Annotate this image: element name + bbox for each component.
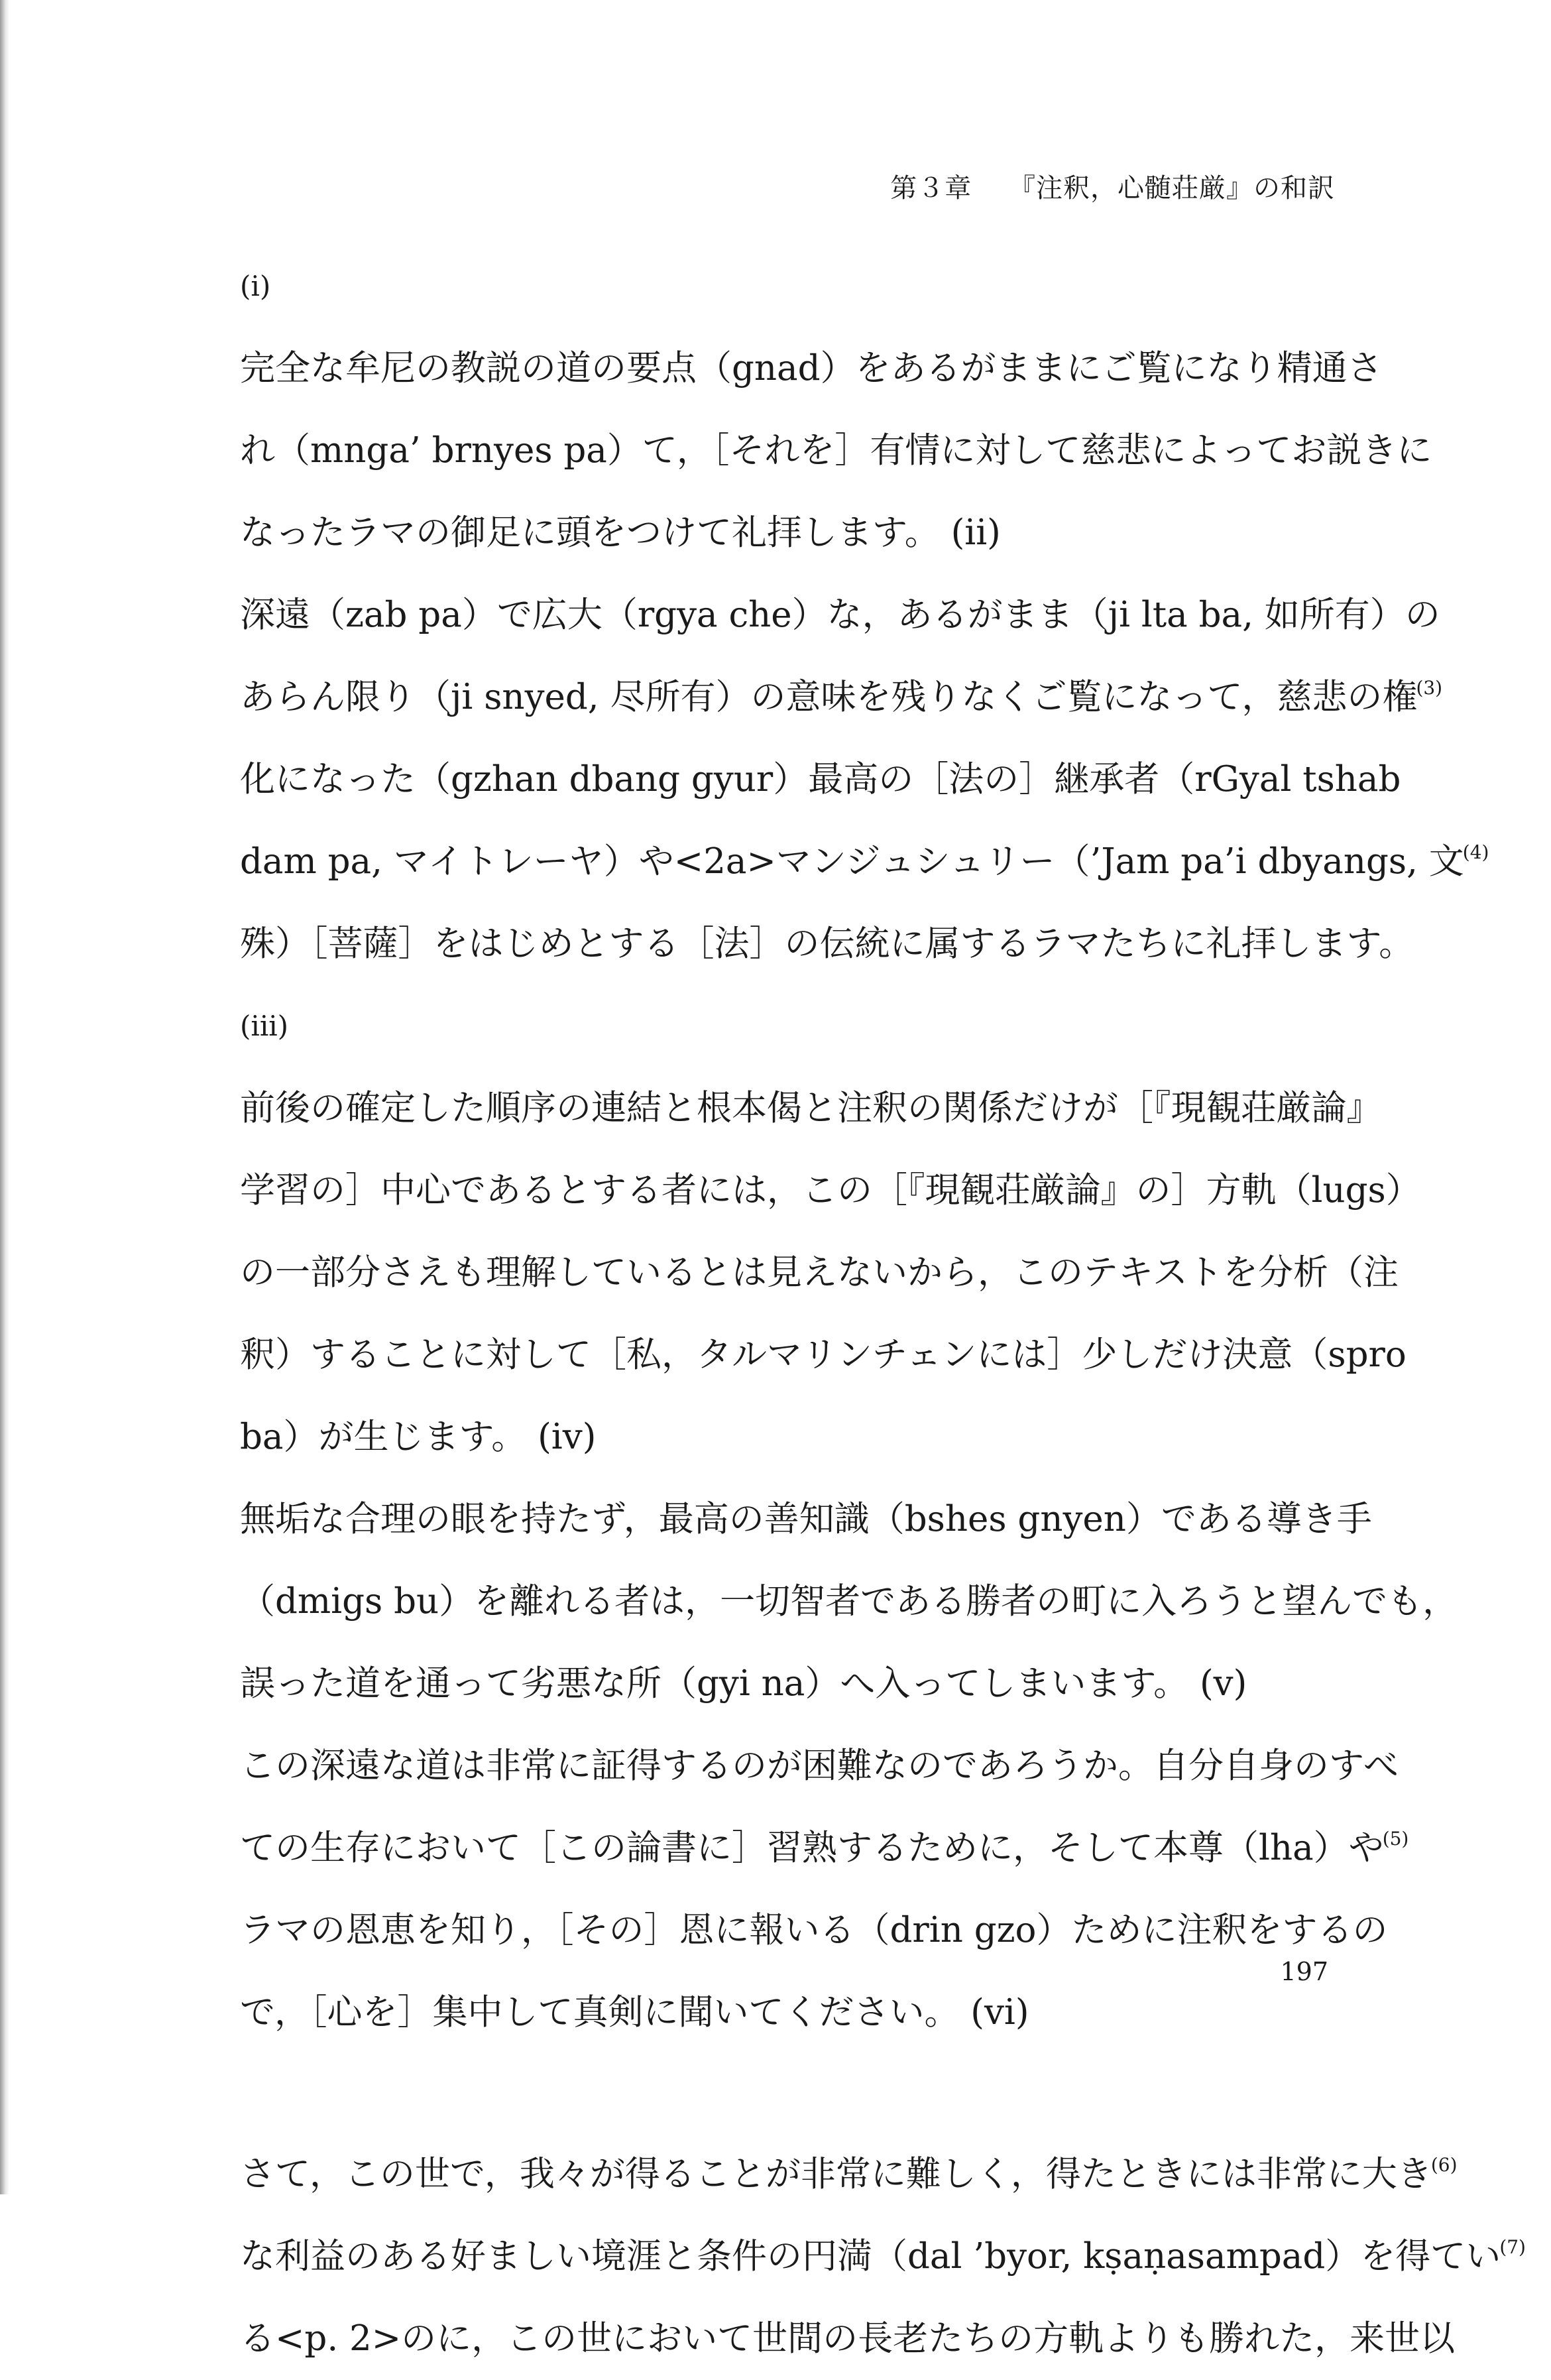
paragraph-gap [240,2054,1360,2133]
verse-marker [240,985,1360,1067]
footnote-marker: (4) [1462,841,1489,863]
line-text: 化になった（gzhan dbang gyur）最高の［法の］継承者（rGyal tshab [240,759,1401,800]
text-line [240,1232,1399,1314]
footnote-marker: (3) [1416,677,1443,699]
footnote-marker: (6) [1430,2154,1458,2176]
text-line [240,1889,1388,1972]
text-line [240,1643,1360,1725]
line-text: 完全な牟尼の教説の道の要点（gnad）をあるがままにご覧になり精通さ [240,348,1383,388]
line-text: （dmigs bu）を離れる者は，一切智者である勝者の町に入ろうと望んでも， [240,1581,1458,1622]
line-text: 誤った道を通って劣悪な所（gyi na）へ入ってしまいます。 (v) [240,1663,1247,1704]
line-text: 学習の］中心であるとする者には，この［『現観荘厳論』の］方軌（lugs） [240,1170,1421,1211]
line-text: 殊）［菩薩］をはじめとする［法］の伝統に属するラマたちに礼拝します。 [240,923,1414,964]
line-text: の一部分さえも理解しているとは見えないから，このテキストを分析（注 [240,1252,1399,1293]
footnote-marker: (5) [1382,1828,1409,1850]
text-line [240,2133,1458,2216]
text-line [240,739,1401,821]
text-line [240,821,1489,903]
text-line [240,1150,1421,1232]
line-text: (i) [240,270,271,302]
line-text: さて，この世で，我々が得ることが非常に難しく，得たときには非常に大き [240,2154,1432,2194]
text-line [240,327,1383,410]
text-line [240,1561,1458,1643]
line-text: あらん限り（ji snyed, 尽所有）の意味を残りなくご覧になって，慈悲の権 [240,677,1418,717]
line-text: な利益のある好ましい境涯と条件の円満（dal ’byor, kṣaṇasampad）を得てい [240,2236,1501,2277]
line-text: ての生存において［この論書に］習熟するために，そして本尊（lha）や [240,1828,1384,1868]
text-line [240,2216,1526,2298]
body-text [240,245,1526,2380]
line-text: ラマの恩恵を知り，［その］恩に報いる（drin gzo）ために注釈をするの [240,1910,1388,1950]
text-line [240,2298,1456,2380]
text-line [240,1314,1407,1396]
text-line [240,574,1440,656]
page-number: 197 [1280,1957,1328,1986]
footnote-marker: (7) [1499,2236,1526,2258]
line-text: なったラマの御足に頭をつけて礼拝します。 (ii) [240,512,1001,553]
line-text: で，［心を］集中して真剣に聞いてください。 (vi) [240,1992,1029,2033]
chapter-title: 『注釈，心髄荘厳』の和訳 [1009,173,1335,204]
line-text: る<p. 2>のに，この世において世間の長老たちの方軌よりも勝れた，来世以 [240,2318,1456,2359]
line-text: dam pa, マイトレーヤ）や<2a>マンジュシュリー（’Jam pa’i dbyangs, 文 [240,841,1464,882]
text-line [240,1396,1360,1478]
text-line [240,1478,1372,1561]
line-text: 釈）することに対して［私，タルマリンチェンには］少しだけ決意（spro [240,1335,1407,1375]
text-line [240,492,1360,574]
text-line [240,410,1432,492]
line-text: この深遠な道は非常に証得するのが困難なのであろうか。自分自身のすべ [240,1746,1399,1786]
chapter-label: 第３章 [890,173,972,204]
line-text: 無垢な合理の眼を持たず，最高の善知識（bshes gnyen）である導き手 [240,1499,1372,1539]
text-line [240,656,1443,739]
page-edge-shadow [0,0,9,2194]
running-header [890,167,1335,205]
line-text: ba）が生じます。 (iv) [240,1417,597,1457]
text-line [240,903,1414,985]
line-text: (iii) [240,1010,289,1042]
line-text: 前後の確定した順序の連結と根本偈と注釈の関係だけが［『現観荘厳論』 [240,1088,1382,1128]
verse-marker [240,245,1360,327]
text-line [240,1067,1382,1150]
line-text: れ（mnga’ brnyes pa）て，［それを］有情に対して慈悲によってお説きに [240,430,1432,471]
text-line [240,1725,1399,1807]
line-text: 深遠（zab pa）で広大（rgya che）な，あるがまま（ji lta ba, 如所有）の [240,595,1440,635]
text-line [240,1972,1360,2054]
text-line [240,1807,1409,1889]
